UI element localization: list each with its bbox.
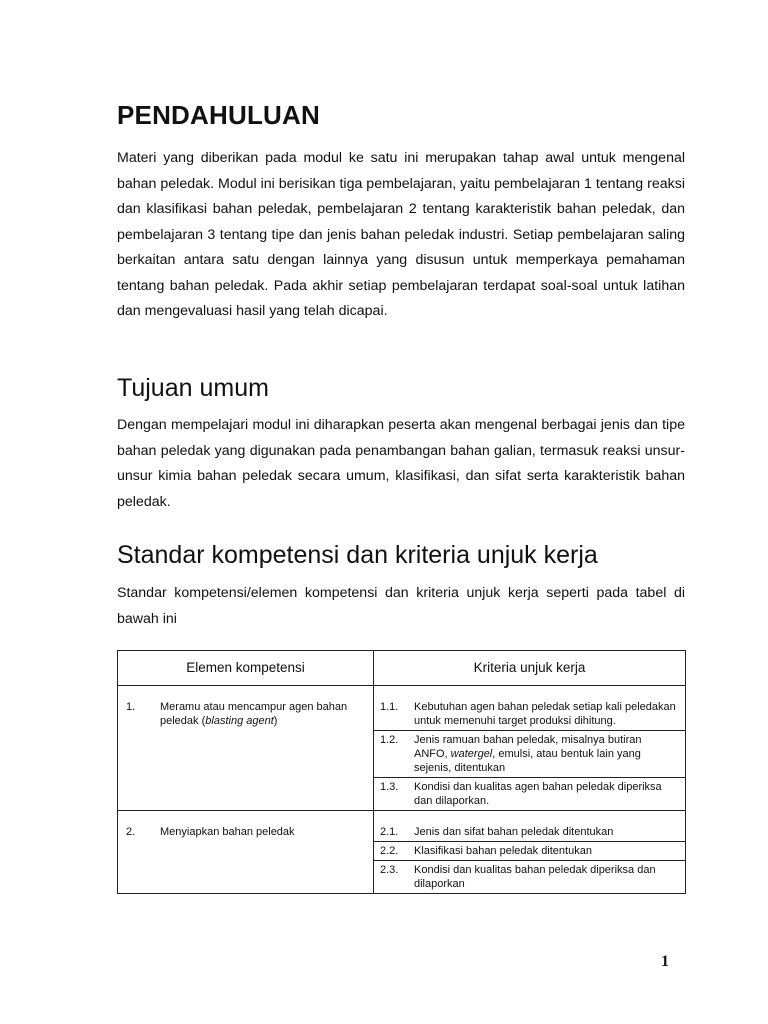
elemen-cell — [118, 811, 374, 894]
table-row — [118, 811, 686, 894]
elemen-number: 1. — [126, 701, 136, 713]
page-number: 1 — [661, 953, 669, 970]
heading-standar-kompetensi: Standar kompetensi dan kriteria unjuk kerja — [117, 541, 598, 569]
heading-pendahuluan: PENDAHULUAN — [117, 100, 320, 130]
kriteria-item: 2.1. Jenis dan sifat bahan peledak ditentukan — [374, 823, 685, 842]
elemen-text: Menyiapkan bahan peledak — [160, 826, 295, 838]
header-kriteria-unjuk-kerja: Kriteria unjuk kerja — [374, 651, 686, 686]
kompetensi-table — [117, 650, 686, 894]
kriteria-cell — [374, 811, 686, 894]
paragraph-pendahuluan: Materi yang diberikan pada modul ke satu ini merupakan tahap awal untuk mengenal bahan peledak. Modul ini berisikan tiga pembelajaran, yaitu pembelajaran 1 tentang reaksi dan klasifikasi bahan peledak, pembelajaran 2 tentang karakteristik bahan peledak, dan pembelajaran 3 tentang tipe dan jenis bahan peledak industri. Setiap pembelajaran saling berkaitan antara satu dengan lainnya yang disusun untuk memperkaya pemahaman tentang bahan peledak. Pada akhir setiap pembelajaran terdapat soal-soal untuk latihan dan mengevaluasi hasil yang telah dicapai. — [117, 150, 685, 319]
kriteria-item: 2.3. Kondisi dan kualitas bahan peledak diperiksa dan dilaporkan — [380, 864, 656, 890]
kriteria-item: 1.1. Kebutuhan agen bahan peledak setiap kali peledakan untuk memenuhi target produksi dihitung. — [374, 698, 685, 731]
kriteria-item: 1.3. Kondisi dan kualitas agen bahan peledak diperiksa dan dilaporkan. — [380, 781, 662, 807]
kriteria-cell — [374, 686, 686, 811]
elemen-text: Meramu atau mencampur agen bahan peledak (blasting agent) — [160, 701, 348, 727]
elemen-number: 2. — [126, 826, 136, 838]
table-row — [118, 686, 686, 811]
paragraph-tujuan-umum: Dengan mempelajari modul ini diharapkan peserta akan mengenal berbagai jenis dan tipe bahan peledak yang digunakan pada penambangan bahan galian, termasuk reaksi unsur-unsur kimia bahan peledak secara umum, klasifikasi, dan sifat serta karakteristik bahan peledak. — [117, 417, 685, 510]
elemen-cell — [118, 686, 374, 811]
kriteria-item: 1.2. Jenis ramuan bahan peledak, misalnya butiran ANFO, watergel, emulsi, atau bentuk lain yang sejenis, ditentukan — [374, 731, 685, 778]
kriteria-item: 2.2. Klasifikasi bahan peledak ditentukan — [374, 842, 685, 861]
heading-tujuan-umum: Tujuan umum — [117, 374, 269, 402]
paragraph-standar-kompetensi: Standar kompetensi/elemen kompetensi dan kriteria unjuk kerja seperti pada tabel di bawah ini — [117, 585, 685, 627]
table-header-row — [118, 651, 686, 686]
header-elemen-kompetensi: Elemen kompetensi — [118, 651, 374, 686]
